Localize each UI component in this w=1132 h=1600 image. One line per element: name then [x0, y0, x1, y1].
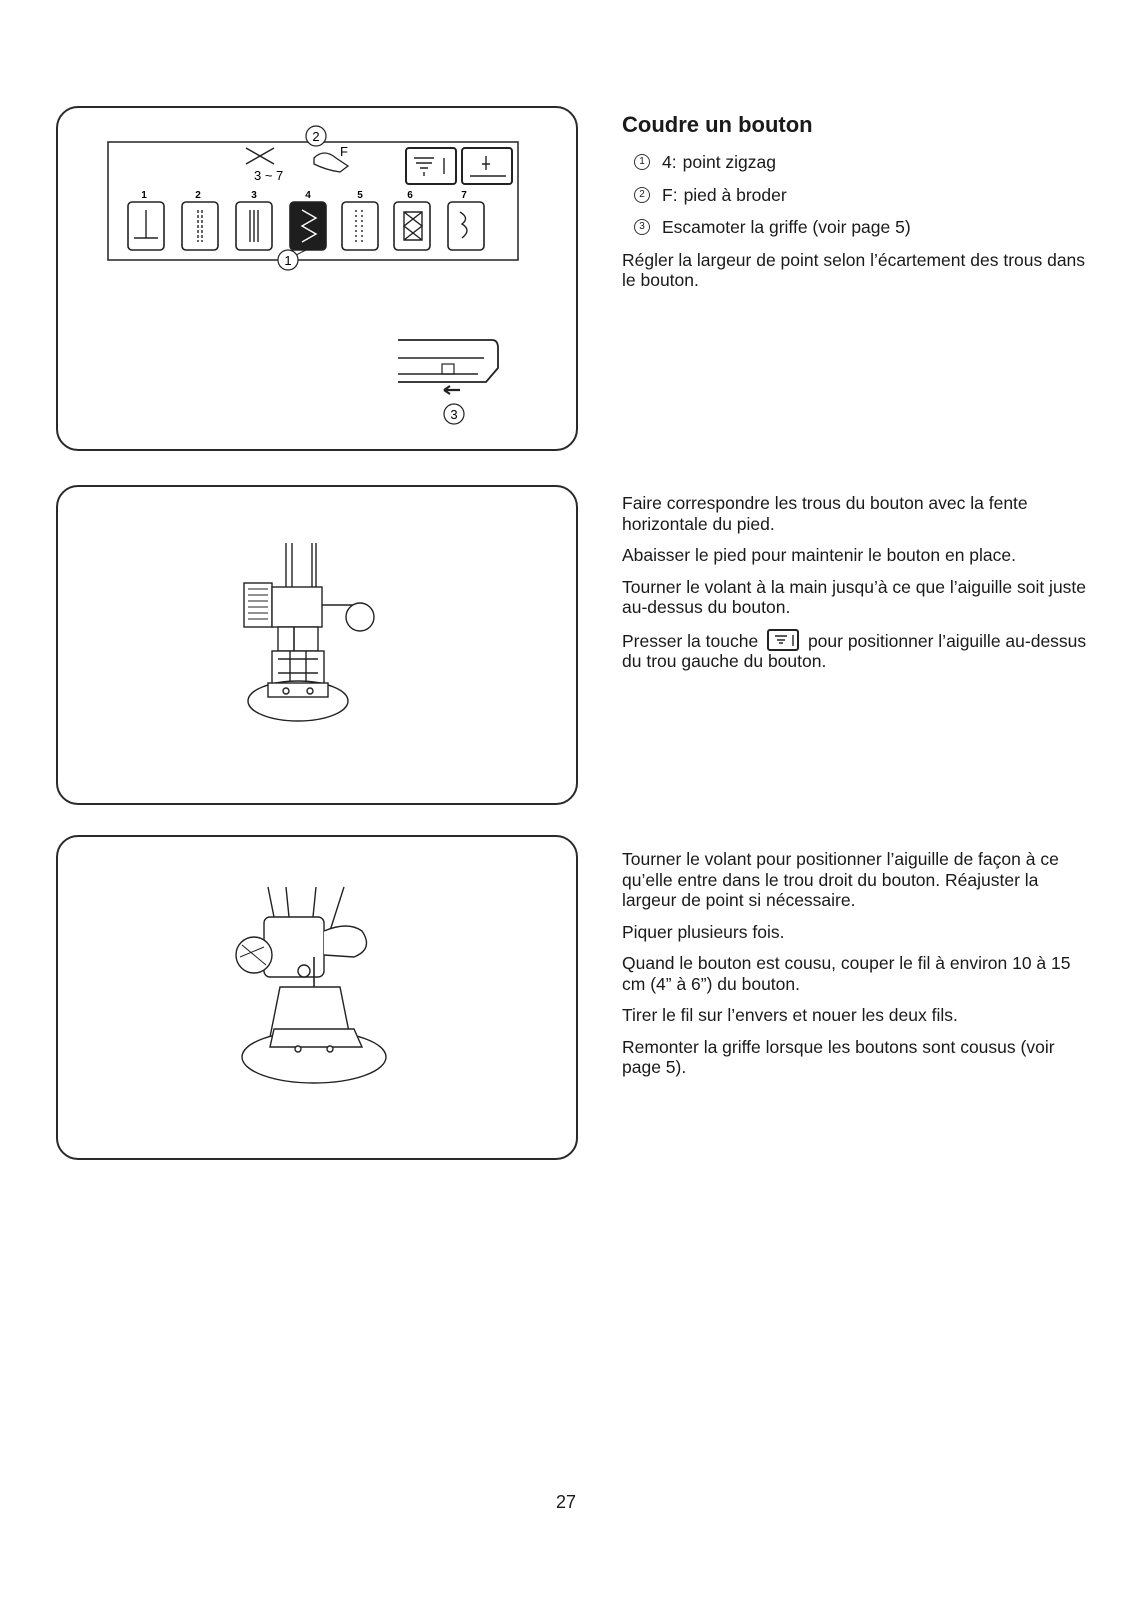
stitch-number: 6 — [407, 190, 413, 201]
presser-foot-icon — [272, 651, 324, 685]
screw-icon — [298, 965, 310, 977]
step-paragraph: Abaisser le pied pour maintenir le bouton en place. — [622, 545, 1016, 565]
step-paragraph: Piquer plusieurs fois. — [622, 921, 785, 942]
step-2-text — [622, 493, 1092, 683]
stitch-number: 1 — [141, 190, 147, 201]
list-item: 2 F: pied à broder — [634, 185, 1092, 206]
stitch-button-7 — [448, 202, 484, 250]
list-item: 1 4: point zigzag — [634, 152, 1092, 173]
item-marker: 3 — [634, 219, 650, 235]
needle-clamp-screw-icon — [346, 603, 374, 631]
feed-dog-switch-icon — [442, 364, 454, 374]
stitch-number: 5 — [357, 190, 363, 201]
step-paragraph: Faire correspondre les trous du bouton avec la fente horizontale du pied. — [622, 493, 1028, 534]
callout-1-label: 1 — [284, 253, 292, 268]
item-marker: 2 — [634, 187, 650, 203]
stitch-number: 4 — [305, 190, 311, 201]
step-paragraph: Tirer le fil sur l’envers et nouer les deux fils. — [622, 1005, 958, 1025]
needle-position-key-icon — [767, 629, 799, 651]
step-paragraph: Tourner le volant à la main jusqu’à ce que l’aiguille soit juste au-dessus du bouton. — [622, 576, 1087, 617]
intro-paragraph: Régler la largeur de point selon l’écartement des trous dans le bouton. — [622, 249, 1086, 290]
stitch-button-6 — [394, 202, 430, 250]
stitch-range-icon — [246, 148, 274, 164]
arrow-left-icon — [444, 386, 460, 394]
step-paragraph: Tourner le volant pour positionner l’aiguille de façon à ce qu’elle entre dans le trou droit du bouton. Réajuster la largeur de point si nécessaire. — [622, 849, 1059, 910]
page-number: 27 — [555, 1492, 577, 1512]
stitch-selector-diagram — [58, 108, 580, 453]
presser-foot-front-illustration — [58, 487, 580, 807]
callout-2-label: 2 — [312, 129, 320, 144]
presser-foot-angle-illustration — [58, 837, 580, 1162]
page-title: Coudre un bouton — [622, 112, 813, 137]
sewing-button-panel — [56, 835, 578, 1160]
stitch-selector-panel — [56, 106, 578, 451]
needle-threader-button-icon — [462, 148, 512, 184]
stitch-number: 7 — [461, 190, 467, 201]
step-3-text — [622, 849, 1092, 1089]
screw-knob-icon — [244, 583, 272, 627]
step-paragraph: Remonter la griffe lorsque les boutons sont cousus (voir page 5). — [622, 1036, 1055, 1077]
stitch-number: 2 — [195, 190, 201, 201]
stitch-number: 3 — [251, 190, 257, 201]
stitch-button-4-selected — [290, 202, 326, 250]
step-paragraph: Presser la touche pour positionner l’aiguille au-dessus du trou gauche du bouton. — [622, 630, 1087, 671]
step-paragraph: Quand le bouton est cousu, couper le fil à environ 10 à 15 cm (4” à 6”) du bouton. — [622, 953, 1071, 994]
drop-feed-lever — [398, 340, 498, 382]
item-marker: 1 — [634, 154, 650, 170]
stitch-numbers — [141, 190, 467, 201]
stitch-button-2 — [182, 202, 218, 250]
section-intro — [622, 112, 1092, 302]
stitch-button-5 — [342, 202, 378, 250]
stitch-range-label: 3 ~ 7 — [254, 168, 284, 183]
callout-3-label: 3 — [450, 407, 458, 422]
needle-position-button-icon — [406, 148, 456, 184]
foot-label: F — [340, 144, 348, 159]
list-item: 3 Escamoter la griffe (voir page 5) — [634, 217, 1092, 238]
button-placement-panel — [56, 485, 578, 805]
